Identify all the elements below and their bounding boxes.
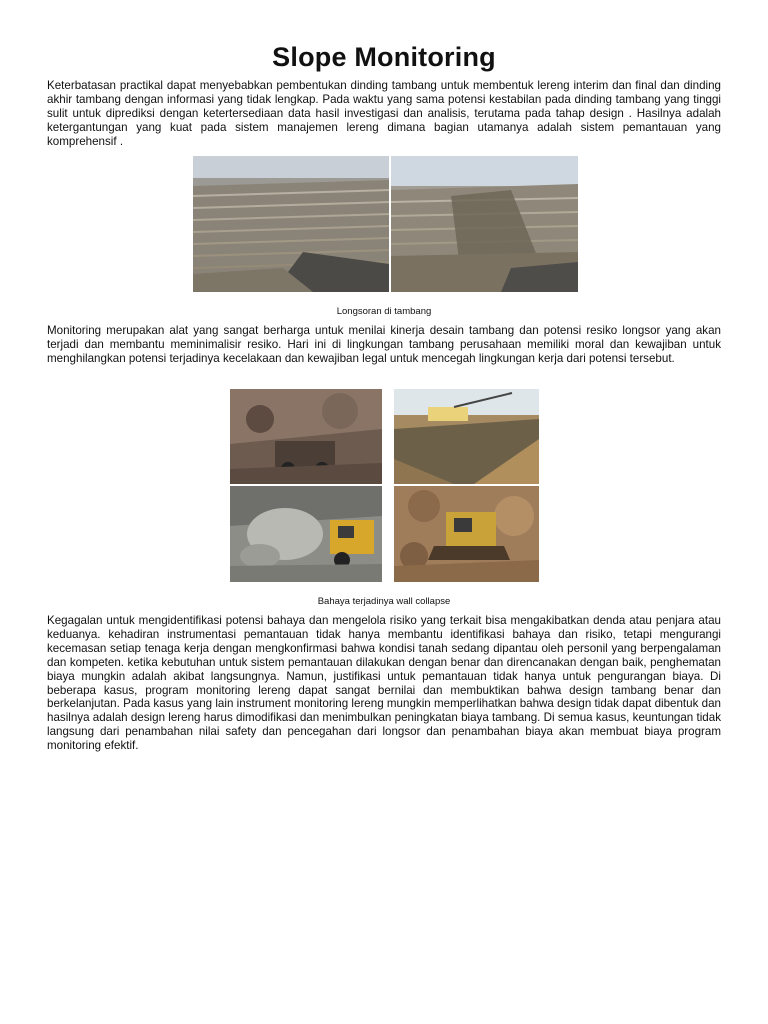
paragraph-intro: Keterbatasan practikal dapat menyebabkan pembentukan dinding tambang untuk membentuk lereng interim dan final dan dinding akhir tambang dengan informasi yang tidak lengkap. Pada waktu yang sama potensi kestabilan pada dinding tambang yang tinggi sulit untuk diprediksi dengan ketertersediaan data hasil investigasi dan analisis, terutama pada tahap design . Hasilnya adalah ketergantungan yang kuat pada sistem manajemen lereng dimana bagian utamanya adalah sistem pemantauan yang komprehensif .: [47, 79, 721, 148]
buried-dozer-photo: [394, 486, 539, 582]
figure-caption-1: Longsoran di tambang: [336, 306, 432, 317]
figure-caption-2: Bahaya terjadinya wall collapse: [317, 596, 451, 607]
paragraph-monitoring: Monitoring merupakan alat yang sangat berharga untuk menilai kinerja desain tambang dan potensi resiko longsor yang akan terjadi dan membantu meminimalisir resiko. Hari ini di lingkungan tambang perusahaan memiliki moral dan kewajiban untuk menghilangkan potensi terjadinya kecelakaan dan kewajiban legal untuk mencegah lingkungan kerja dari potensi tersebut.: [47, 324, 721, 365]
open-pit-mine-photo-right: [391, 156, 578, 292]
open-pit-mine-photo-left: [193, 156, 389, 292]
boulder-truck-photo: [230, 486, 382, 582]
page-title: Slope Monitoring: [272, 42, 496, 72]
rockfall-truck-photo: [230, 389, 382, 484]
pit-wall-shovel-photo: [394, 389, 539, 484]
paragraph-conclusion: Kegagalan untuk mengidentifikasi potensi bahaya dan mengelola risiko yang terkait bisa mengakibatkan denda atau penjara atau keduanya. kehadiran instrumentasi pemantauan tidak hanya membantu identifikasi bahaya dan risiko, tetapi mengurangi kecemasan setiap tenaga kerja dengan mengkonfirmasi bahwa kondisi tanah sedang dipantau oleh personil yang berpengalaman dan kompeten. ketika kebutuhan untuk sistem pemantauan dilakukan dengan benar dan direncanakan dengan baik, penghematan biaya mungkin adalah akibat langsungnya. Namun, justifikasi untuk pemantauan tidak hanya untuk pengurangan biaya. Di beberapa kasus, program monitoring lereng dapat sangat bernilai dan membuktikan bahwa design tambang benar dan berkelanjutan. Pada kasus yang lain instrument monitoring lereng mungkin memperlihatkan bahwa design tidak dapat dibentuk dan hasilnya adalah design lereng harus dimodifikasi dan menimbulkan peningkatan biaya tambang. Di semua kasus, keuntungan tidak langsung dari penambahan nilai safety dan pencegahan dari longsor dan penambahan biaya akan membuat biaya program monitoring efektif.: [47, 614, 721, 753]
